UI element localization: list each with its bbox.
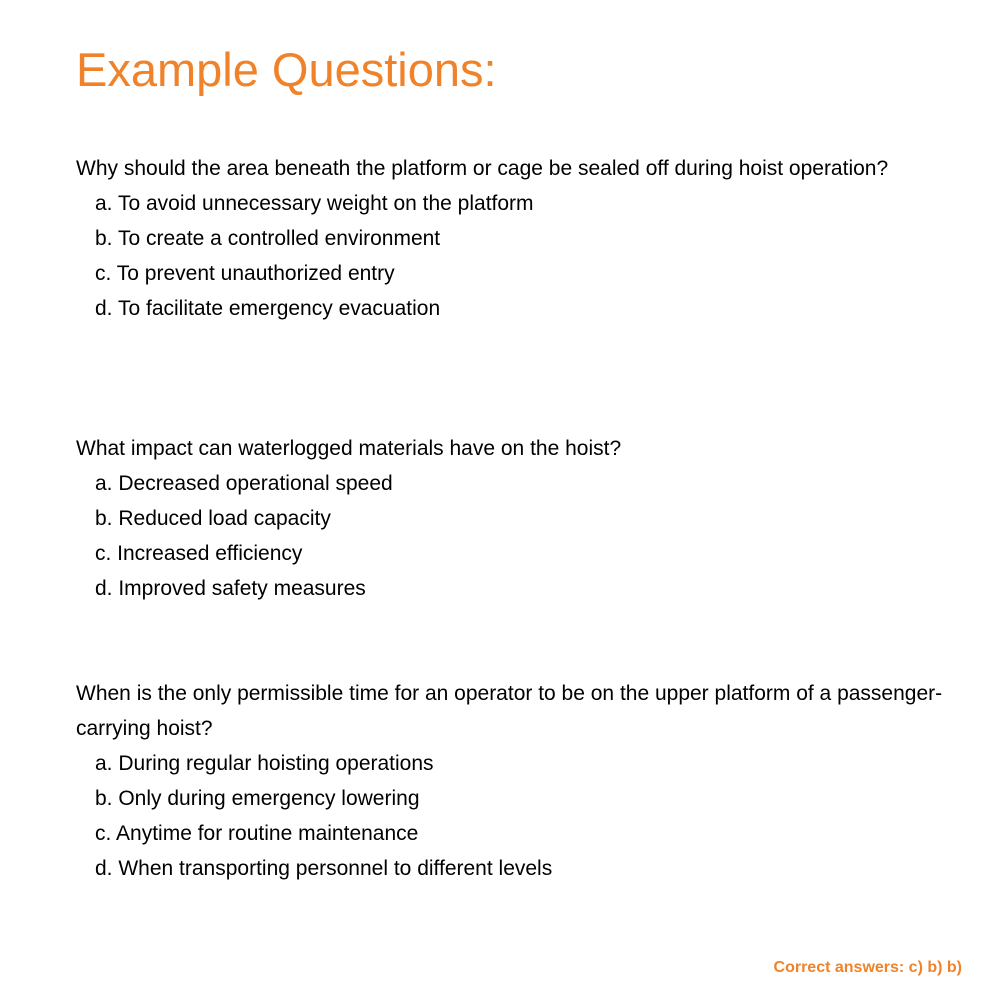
options-list xyxy=(76,466,966,606)
correct-answers: Correct answers: c) b) b) xyxy=(773,959,962,976)
question-1 xyxy=(76,151,966,326)
option-b: b. To create a controlled environment xyxy=(95,227,441,250)
option-a: a. During regular hoisting operations xyxy=(95,752,434,775)
option-d: d. Improved safety measures xyxy=(95,577,366,600)
option-b: b. Only during emergency lowering xyxy=(95,787,420,810)
option-a: a. Decreased operational speed xyxy=(95,472,393,495)
question-text: When is the only permissible time for an operator to be on the upper platform of a passenger-carrying hoist? xyxy=(76,682,943,740)
options-list xyxy=(76,746,966,886)
option-c: c. To prevent unauthorized entry xyxy=(95,262,395,285)
option-d: d. To facilitate emergency evacuation xyxy=(95,297,441,320)
option-a: a. To avoid unnecessary weight on the platform xyxy=(95,192,534,215)
question-2 xyxy=(76,431,966,606)
option-b: b. Reduced load capacity xyxy=(95,507,331,530)
option-d: d. When transporting personnel to different levels xyxy=(95,857,553,880)
question-text: What impact can waterlogged materials have on the hoist? xyxy=(76,437,622,460)
question-text: Why should the area beneath the platform or cage be sealed off during hoist operation? xyxy=(76,157,889,180)
option-c: c. Anytime for routine maintenance xyxy=(95,822,419,845)
question-3 xyxy=(76,676,966,886)
options-list xyxy=(76,186,966,326)
page-title: Example Questions: xyxy=(76,43,497,96)
option-c: c. Increased efficiency xyxy=(95,542,303,565)
